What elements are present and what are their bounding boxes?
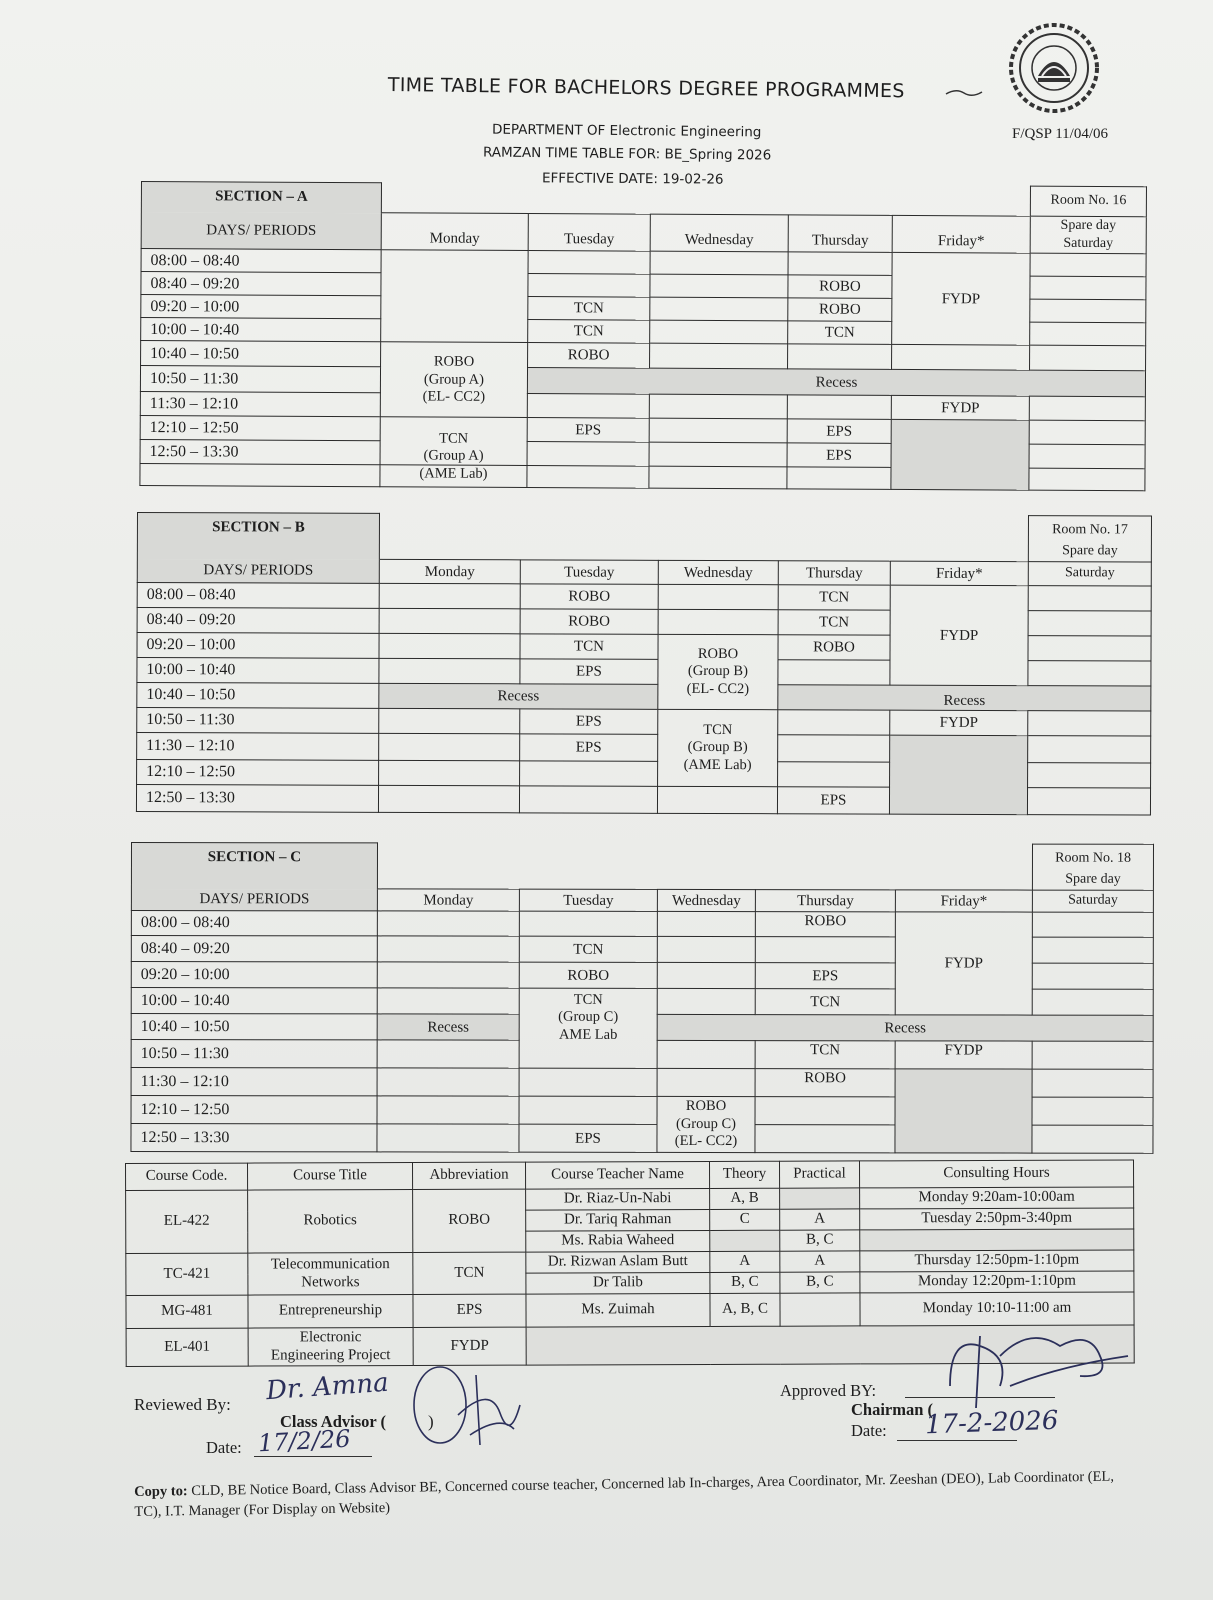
class-cell: EPS: [520, 734, 658, 761]
period-label: 11:30 – 12:10: [131, 1068, 377, 1096]
day-tuesday: Tuesday: [528, 214, 650, 252]
col-header: Consulting Hours: [859, 1160, 1133, 1188]
class-cell: ROBO: [778, 635, 890, 660]
period-label: 08:00 – 08:40: [141, 249, 381, 273]
period-label: 12:50 – 13:30: [140, 440, 380, 465]
lab-room: (AME Lab): [380, 465, 527, 488]
class-cell: EPS: [520, 709, 658, 734]
day-thursday: Thursday: [778, 561, 890, 585]
class-cell: EPS: [527, 418, 649, 443]
ramzan-line: RAMZAN TIME TABLE FOR: BE_Spring 2026: [482, 144, 772, 164]
period-label: 12:50 – 13:30: [131, 1124, 377, 1152]
class-cell: EPS: [755, 963, 895, 989]
class-cell: ROBO: [755, 1069, 895, 1097]
table-row: Ms. Rabia Waheed B, C: [126, 1229, 1134, 1254]
room-no-a: Room No. 16: [1030, 186, 1146, 217]
days-periods-header: DAYS/ PERIODS: [131, 889, 377, 911]
class-cell: EPS: [787, 443, 891, 468]
period-label: 11:30 – 12:10: [137, 733, 379, 761]
recess-band: Recess: [778, 685, 1151, 711]
class-advisor-label: Class Advisor (: [280, 1412, 387, 1431]
day-friday: Friday*: [892, 215, 1030, 253]
day-wednesday: Wednesday: [650, 214, 788, 252]
class-cell: ROBO: [528, 343, 650, 369]
period-label: 12:10 – 12:50: [140, 416, 380, 441]
day-friday: Friday*: [890, 561, 1028, 585]
class-cell: ROBO: [519, 962, 657, 988]
day-tuesday: Tuesday: [519, 889, 657, 911]
class-cell: EPS: [787, 419, 891, 444]
col-header: Practical: [779, 1161, 859, 1188]
col-header: Course Code.: [126, 1163, 248, 1190]
day-monday: Monday: [381, 213, 528, 251]
section-c-label: SECTION – C: [131, 843, 377, 889]
effective-date: EFFECTIVE DATE: 19-02-26: [541, 170, 724, 188]
fydp-cell: FYDP: [895, 1041, 1032, 1069]
lab-block: TCN (Group C) AME Lab: [519, 988, 657, 1068]
class-cell: ROBO: [788, 298, 892, 322]
fydp-cell: FYDP: [890, 710, 1028, 735]
period-label: 08:00 – 08:40: [131, 911, 377, 936]
recess-band: Recess: [527, 368, 1145, 397]
recess-band: Recess: [379, 683, 658, 709]
fydp-cell: FYDP: [891, 396, 1029, 421]
period-label: 09:20 – 10:00: [137, 633, 379, 659]
col-header: Course Teacher Name: [525, 1161, 709, 1189]
lab-block: TCN (Group A): [380, 417, 527, 466]
reviewed-by-label: Reviewed By:: [134, 1395, 231, 1414]
class-cell: EPS: [519, 1124, 657, 1152]
table-row: MG-481 Entrepreneurship EPS Ms. Zuimah A, B, C Monday 10:10-11:00 am: [126, 1292, 1134, 1329]
recess-band: Recess: [377, 1014, 519, 1040]
chairman-label: Chairman (: [851, 1400, 934, 1419]
room-no-c: Room No. 18 Spare day: [1032, 844, 1153, 890]
day-tuesday: Tuesday: [520, 560, 658, 584]
class-cell: ROBO: [520, 609, 658, 634]
lab-block: ROBO (Group A) (EL- CC2): [380, 342, 527, 418]
class-cell: EPS: [777, 787, 889, 814]
saturday-label: Saturday: [1032, 890, 1153, 912]
section-b-timetable: [136, 512, 1152, 816]
class-cell: TCN: [778, 610, 890, 635]
lab-block: ROBO (Group B) (EL- CC2): [658, 634, 778, 709]
spare-day-saturday: [1030, 216, 1146, 254]
period-label: 10:00 – 10:40: [137, 658, 379, 684]
approved-date-label: Date:: [851, 1421, 887, 1440]
spare-day-label: Spare day: [1060, 217, 1117, 234]
day-thursday: Thursday: [788, 215, 892, 253]
section-a-label: SECTION – A: [141, 182, 381, 213]
col-header: Theory: [709, 1161, 779, 1188]
day-monday: Monday: [379, 559, 520, 583]
room-no-b: Room No. 17 Spare day: [1028, 516, 1151, 562]
copy-to-note: Copy to: CLD, BE Notice Board, Class Advisor BE, Concerned course teacher, Concerned lab In-charges, Area Coordinator, Mr. Zeeshan (DEO), Lab Coordinator (EL, TC), I.T. Manager (For Display on Website): [134, 1468, 1115, 1520]
table-row: EL-422 Robotics ROBO Dr. Riaz-Un-Nabi A, B Monday 9:20am-10:00am: [126, 1187, 1134, 1212]
period-label: 12:50 – 13:30: [136, 785, 378, 813]
approved-date-handwriting: 17-2-2026: [924, 1405, 1059, 1441]
class-cell: TCN: [519, 936, 657, 962]
class-cell: TCN: [788, 321, 892, 345]
page-title: TIME TABLE FOR BACHELORS DEGREE PROGRAMMES: [387, 74, 905, 103]
approved-by-label: Approved BY:: [780, 1381, 877, 1400]
fydp-cell: FYDP: [895, 912, 1032, 1015]
period-label: 10:00 – 10:40: [131, 988, 377, 1014]
class-advisor-close: ): [428, 1412, 434, 1431]
section-c-timetable: [130, 842, 1154, 1154]
day-friday: Friday*: [895, 890, 1032, 912]
period-label: 10:40 – 10:50: [141, 341, 381, 367]
day-monday: Monday: [377, 889, 519, 911]
lab-block: ROBO (Group C) (EL- CC2): [657, 1096, 755, 1152]
saturday-label: Saturday: [1028, 562, 1151, 586]
class-cell: TCN: [755, 989, 895, 1015]
reviewer-handwriting: Dr. Amna: [265, 1367, 390, 1407]
period-label: 08:40 – 09:20: [137, 608, 379, 634]
class-cell: TCN: [755, 1041, 895, 1069]
period-label: 10:50 – 11:30: [131, 1040, 377, 1068]
period-label: 12:10 – 12:50: [137, 760, 379, 786]
class-cell: TCN: [528, 297, 650, 321]
department-line: DEPARTMENT OF Electronic Engineering: [491, 121, 762, 141]
class-cell: ROBO: [755, 912, 895, 937]
period-label: 10:40 – 10:50: [137, 683, 379, 709]
period-label: 11:30 – 12:10: [140, 392, 380, 417]
class-cell: ROBO: [788, 275, 892, 299]
days-periods-header: DAYS/ PERIODS: [141, 212, 381, 251]
reviewer-signature: [410, 1355, 530, 1455]
period-label: 09:20 – 10:00: [141, 295, 381, 319]
period-label: 10:50 – 11:30: [140, 366, 380, 393]
days-periods-header: DAYS/ PERIODS: [137, 559, 379, 584]
table-row: TC-421 Telecommunication Networks TCN Dr. Rizwan Aslam Butt A A Thursday 12:50pm-1:10pm: [126, 1250, 1134, 1275]
small-mark-icon: [944, 86, 984, 98]
period-label: 10:00 – 10:40: [141, 318, 381, 342]
section-a-timetable: [139, 181, 1147, 492]
class-cell: EPS: [520, 659, 658, 684]
period-label: 08:00 – 08:40: [137, 583, 379, 609]
form-code: F/QSP 11/04/06: [1012, 126, 1108, 142]
class-cell: TCN: [528, 320, 650, 344]
section-b-label: SECTION – B: [137, 513, 379, 560]
day-wednesday: Wednesday: [658, 560, 778, 584]
recess-band: Recess: [657, 1014, 1153, 1041]
class-cell: ROBO: [520, 584, 658, 609]
period-label: 10:50 – 11:30: [137, 708, 379, 734]
period-label: 12:10 – 12:50: [131, 1096, 377, 1124]
reviewed-date-label: Date:: [206, 1438, 242, 1457]
reviewed-date-handwriting: 17/2/26: [257, 1424, 352, 1458]
table-row: Dr Talib B, C B, C Monday 12:20pm-1:10pm: [126, 1271, 1134, 1296]
period-label: 09:20 – 10:00: [131, 962, 377, 988]
class-cell: TCN: [520, 634, 658, 659]
chairman-signature: [940, 1316, 1140, 1416]
fydp-cell: FYDP: [892, 253, 1031, 346]
day-thursday: Thursday: [755, 890, 895, 912]
university-seal-logo: [1008, 22, 1100, 114]
day-wednesday: Wednesday: [657, 889, 755, 911]
period-label: 08:40 – 09:20: [131, 936, 377, 962]
period-label: 08:40 – 09:20: [141, 272, 381, 296]
table-row: EL-401 Electronic Engineering Project FYDP: [126, 1325, 1134, 1367]
saturday-label: Saturday: [1063, 236, 1114, 252]
period-label: 10:40 – 10:50: [131, 1014, 377, 1040]
class-cell: TCN: [778, 585, 890, 610]
lab-block: TCN (Group B) (AME Lab): [658, 709, 778, 786]
col-header: Abbreviation: [413, 1162, 526, 1189]
fydp-cell: FYDP: [890, 585, 1028, 685]
col-header: Course Title: [248, 1162, 413, 1190]
table-row: Dr. Tariq Rahman C A Tuesday 2:50pm-3:40pm: [126, 1208, 1134, 1233]
